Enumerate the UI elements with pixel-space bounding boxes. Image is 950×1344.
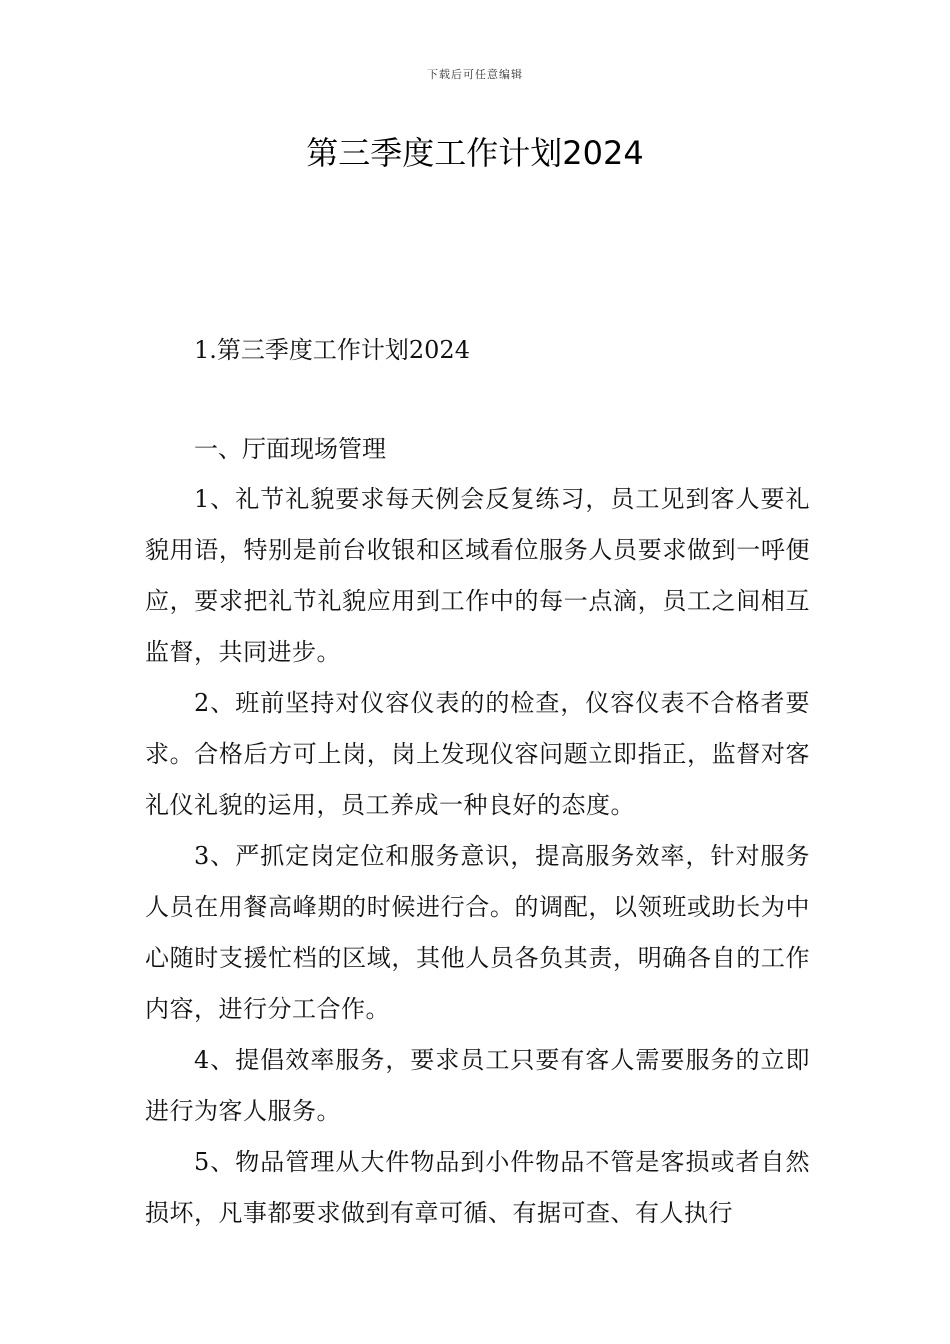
- paragraph-1: 1、礼节礼貌要求每天例会反复练习，员工见到客人要礼貌用语，特别是前台收银和区域看位服务人员要求做到一呼便应，要求把礼节礼貌应用到工作中的每一点滴，员工之间相互监督，共同进步。: [145, 485, 810, 666]
- paragraph-5: 5、物品管理从大件物品到小件物品不管是客损或者自然损坏，凡事都要求做到有章可循、有据可查、有人执行: [145, 1148, 810, 1227]
- section-heading: 一、厅面现场管理: [194, 435, 386, 463]
- paragraph-3: 3、严抓定岗定位和服务意识，提高服务效率，针对服务人员在用餐高峰期的时候进行合。的调配，以领班或助长为中心随时支援忙档的区域，其他人员各负其责，明确各自的工作内容，进行分工合作。: [145, 842, 810, 1023]
- paragraph-2: 2、班前坚持对仪容仪表的的检查，仪容仪表不合格者要求。合格后方可上岗，岗上发现仪容问题立即指正，监督对客礼仪礼貌的运用，员工养成一种良好的态度。: [145, 689, 810, 819]
- header-note: 下载后可任意编辑: [427, 68, 523, 81]
- document-title: 第三季度工作计划2024: [306, 134, 644, 172]
- document-subtitle: 1.第三季度工作计划2024: [194, 336, 470, 364]
- document-body: [145, 474, 810, 1239]
- paragraph-4: 4、提倡效率服务，要求员工只要有客人需要服务的立即进行为客人服务。: [145, 1046, 810, 1125]
